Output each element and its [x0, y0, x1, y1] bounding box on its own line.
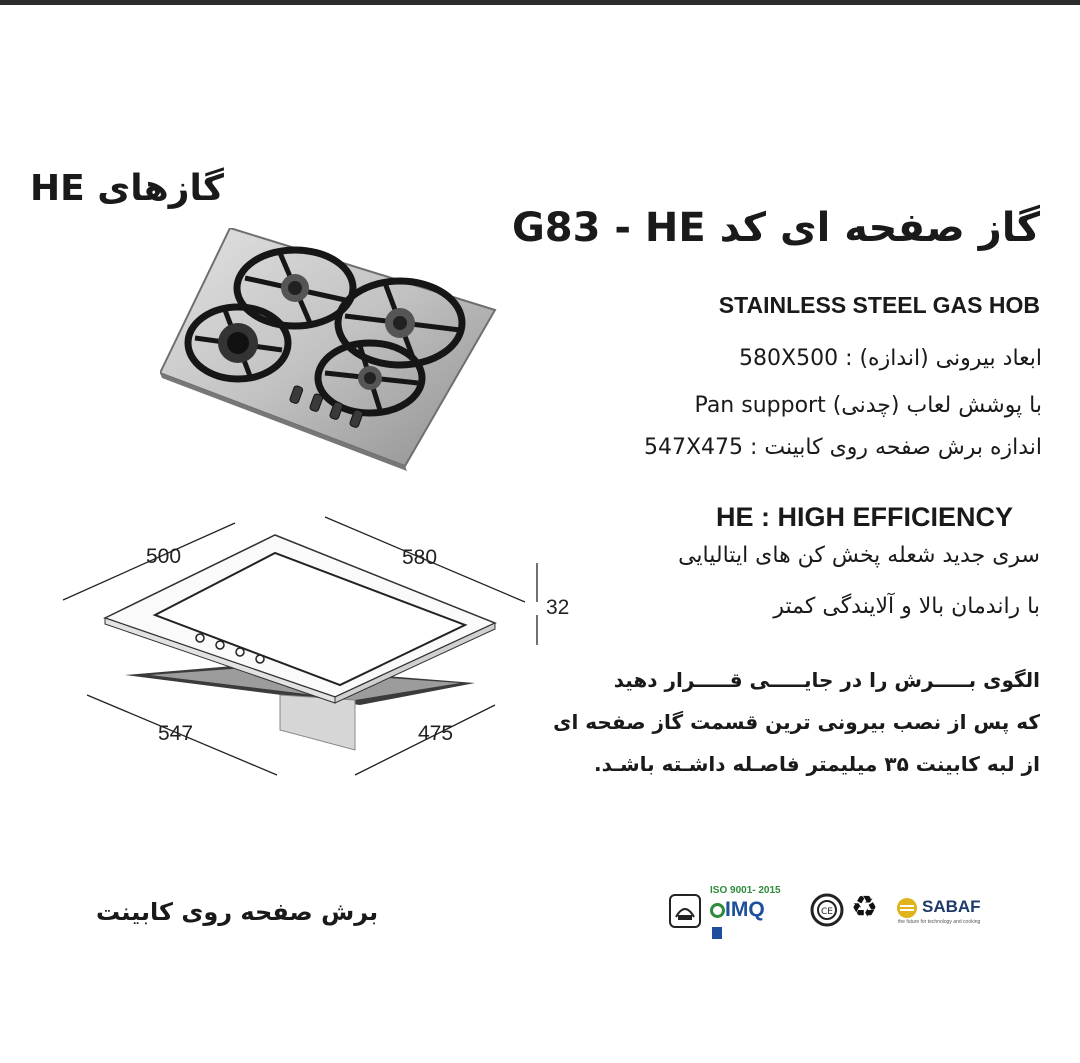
spec-pan-support: Pan support (چدنی) با پوشش لعاب	[694, 393, 1042, 418]
dim-cut-width-label: 547	[158, 722, 194, 745]
series-title: گازهای HE	[30, 168, 224, 209]
hob-product-image	[160, 228, 500, 473]
recycle-icon: ♻	[851, 890, 878, 925]
imq-label: IMQ	[725, 898, 765, 921]
he-heading: HE : HIGH EFFICIENCY	[716, 502, 1014, 532]
sabaf-logo-icon	[896, 897, 918, 919]
dim-cut-depth-label: 475	[418, 722, 454, 745]
ce-seal-icon	[810, 893, 844, 927]
cutout-diagram	[55, 505, 595, 785]
dim-depth-label: 500	[146, 545, 182, 568]
installation-note-line: الگوی بـــــرش را در جایـــــی قـــــرار دهید	[613, 668, 1040, 692]
iso-label: ISO 9001- 2015	[710, 885, 781, 896]
spec-outer-dimensions: 580X500 : ابعاد بیرونی (اندازه)	[739, 346, 1042, 371]
product-title: گاز صفحه ای کد G83 - HE	[511, 205, 1040, 251]
spec-cutout-size: 547X475 : اندازه برش صفحه روی کابینت	[643, 435, 1042, 460]
sabaf-tagline: the future for technology and cooking	[898, 919, 981, 925]
top-border	[0, 0, 1080, 5]
diagram-caption: برش صفحه روی کابینت	[96, 898, 379, 926]
installation-note-line: از لبه کابینت ۳۵ میلیمتر فاصـله داشـته باشـد.	[593, 752, 1040, 776]
imq-logo-icon	[710, 898, 776, 926]
he-line: سری جدید شعله پخش کن های ایتالیایی	[678, 543, 1040, 568]
product-subtitle: STAINLESS STEEL GAS HOB	[718, 292, 1040, 318]
dim-height-label: 32	[546, 596, 570, 619]
dim-width-label: 580	[402, 546, 438, 569]
certification-logos	[668, 885, 998, 933]
standard-mark-icon	[668, 893, 702, 929]
installation-note-line: که پس از نصب بیرونی ترین قسمت گاز صفحه ای	[553, 710, 1040, 734]
svg-text:CE: CE	[821, 907, 833, 917]
he-line: با راندمان بالا و آلایندگی کمتر	[773, 594, 1040, 619]
sabaf-label: SABAF	[922, 897, 981, 916]
